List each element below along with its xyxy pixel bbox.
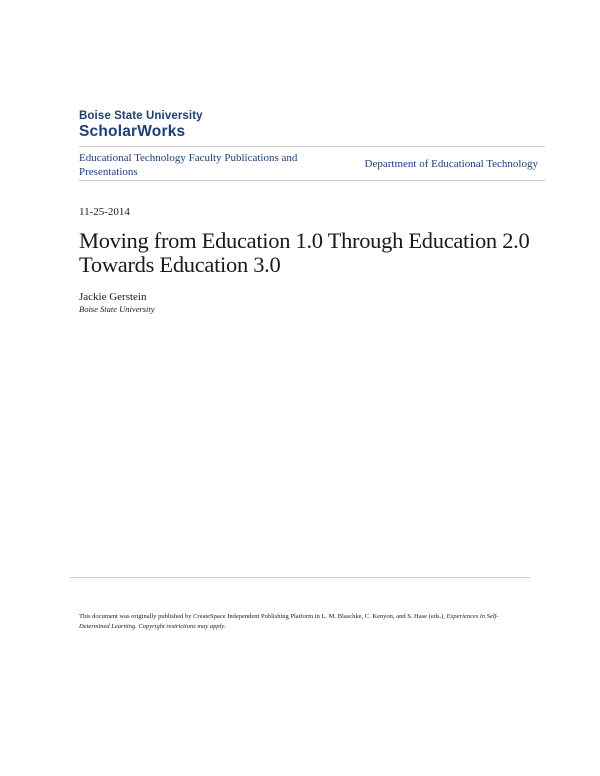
repository-logo[interactable] bbox=[79, 110, 203, 141]
notice-text-start: This document was originally published by CreateSpace Independent Publishing Platform in L. M. Blaschke, C. Kenyon, and S. Hase (eds.), bbox=[79, 613, 447, 620]
footer-divider bbox=[70, 577, 530, 578]
institution-name: Boise State University bbox=[79, 110, 203, 122]
document-title: Moving from Education 1.0 Through Education 2.0 Towards Education 3.0 bbox=[79, 228, 530, 277]
publication-date: 11-25-2014 bbox=[79, 206, 130, 218]
header-divider-bottom bbox=[79, 180, 545, 181]
publication-notice bbox=[79, 612, 524, 632]
collection-link[interactable]: Educational Technology Faculty Publications and Presentations bbox=[79, 152, 298, 178]
author-name: Jackie Gerstein bbox=[79, 291, 147, 303]
notice-book-title: Experiences in Self-Determined Learning bbox=[79, 613, 499, 630]
notice-text-end: . Copyright restrictions may apply. bbox=[135, 623, 226, 630]
header-divider-top bbox=[79, 146, 545, 147]
author-affiliation: Boise State University bbox=[79, 304, 155, 314]
department-link[interactable]: Department of Educational Technology bbox=[364, 158, 538, 170]
repository-name: ScholarWorks bbox=[79, 123, 186, 140]
